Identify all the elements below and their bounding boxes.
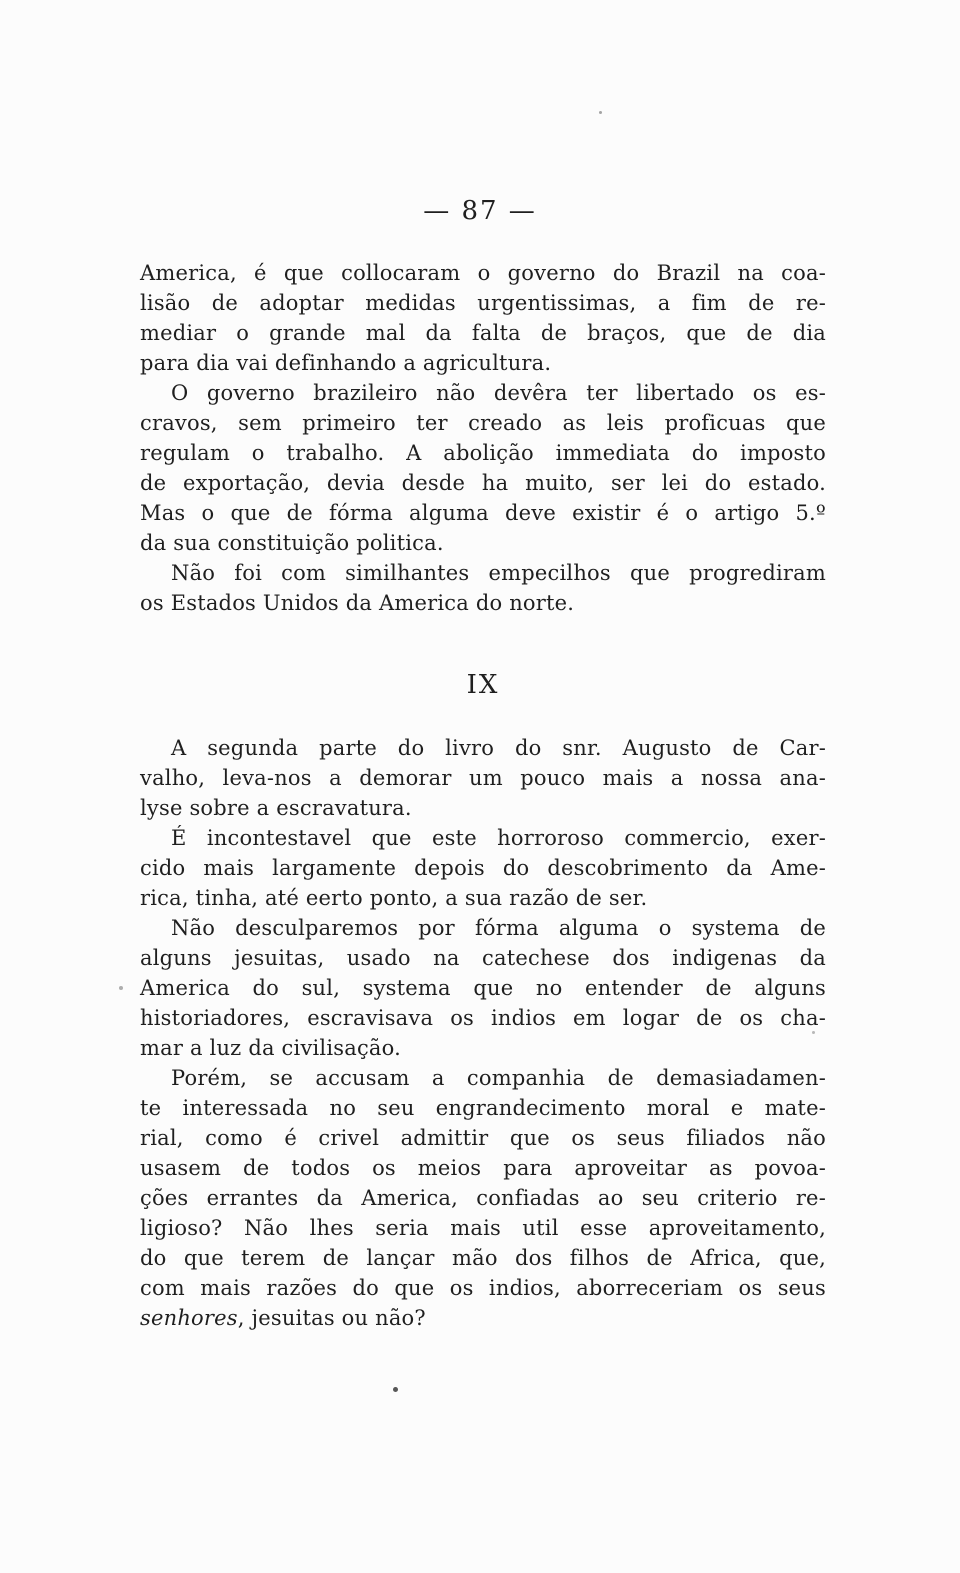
- text-segment: A segunda parte do livro do snr. Augusto de Car-: [171, 736, 826, 760]
- text-line: [140, 1273, 826, 1303]
- text-segment: Não desculparemos por fórma alguma o systema de: [171, 916, 826, 940]
- text-segment: cravos, sem primeiro ter creado as leis proficuas que: [140, 411, 826, 435]
- text-segment: mediar o grande mal da falta de braços, que de dia: [140, 321, 826, 345]
- text-segment: , jesuitas ou não?: [237, 1306, 426, 1330]
- paragraph: [140, 258, 826, 378]
- text-line: [140, 1063, 826, 1093]
- text-line: [140, 823, 826, 853]
- text-segment: rial, como é crivel admittir que os seus filiados não: [140, 1126, 826, 1150]
- text-line: [140, 558, 826, 588]
- text-line: [140, 1243, 826, 1273]
- text-segment: Mas o que de fórma alguma deve existir é o artigo 5.º: [140, 501, 826, 525]
- page-number: — 87 —: [423, 196, 537, 226]
- text-line: [140, 318, 826, 348]
- text-segment: Porém, se accusam a companhia de demasiadamen-: [171, 1066, 826, 1090]
- text-line: [140, 763, 826, 793]
- text-segment: alguns jesuitas, usado na catechese dos indigenas da: [140, 946, 826, 970]
- text-line: [140, 1123, 826, 1153]
- text-line: [140, 1213, 826, 1243]
- text-line: [140, 733, 826, 763]
- text-line: [140, 528, 826, 558]
- text-line: [140, 1003, 826, 1033]
- text-line: [140, 288, 826, 318]
- paragraph: [140, 558, 826, 618]
- text-segment: America, é que collocaram o governo do Brazil na coa-: [140, 261, 826, 285]
- text-segment: ligioso? Não lhes seria mais util esse aproveitamento,: [140, 1216, 826, 1240]
- scan-speck: [599, 111, 602, 114]
- scan-speck: [393, 1387, 398, 1392]
- text-line: [140, 913, 826, 943]
- text-line: [140, 973, 826, 1003]
- text-line: [140, 408, 826, 438]
- text-line: [140, 378, 826, 408]
- text-segment: do que terem de lançar mão dos filhos de Africa, que,: [140, 1246, 826, 1270]
- text-segment: lyse sobre a escravatura.: [140, 796, 412, 820]
- text-line: [140, 258, 826, 288]
- text-segment: de exportação, devia desde ha muito, ser lei do estado.: [140, 471, 826, 495]
- text-line: [140, 1303, 826, 1333]
- text-segment: America do sul, systema que no entender de alguns: [140, 976, 826, 1000]
- text-segment: mar a luz da civilisação.: [140, 1036, 401, 1060]
- text-segment: te interessada no seu engrandecimento moral e mate-: [140, 1096, 826, 1120]
- paragraph: [140, 913, 826, 1063]
- scan-speck: [812, 1031, 815, 1034]
- paragraph: [140, 378, 826, 558]
- text-line: [140, 1153, 826, 1183]
- text-segment: para dia vai definhando a agricultura.: [140, 351, 552, 375]
- paragraph: [140, 1063, 826, 1333]
- text-line: [140, 853, 826, 883]
- text-segment: ções errantes da America, confiadas ao seu criterio re-: [140, 1186, 826, 1210]
- text-line: [140, 438, 826, 468]
- text-segment: É incontestavel que este horroroso commercio, exer-: [171, 826, 826, 850]
- text-line: [140, 498, 826, 528]
- section-heading: IX: [466, 670, 500, 700]
- text-segment: Não foi com similhantes empecilhos que progrediram: [171, 561, 826, 585]
- text-segment: os Estados Unidos da America do norte.: [140, 591, 575, 615]
- text-segment: O governo brazileiro não devêra ter libertado os es-: [171, 381, 826, 405]
- text-segment: historiadores, escravisava os indios em logar de os cha-: [140, 1006, 826, 1030]
- text-segment: regulam o trabalho. A abolição immediata do imposto: [140, 441, 826, 465]
- italic-text: senhores: [140, 1306, 238, 1330]
- text-line: [140, 1093, 826, 1123]
- text-line: [140, 468, 826, 498]
- text-segment: usasem de todos os meios para aproveitar as povoa-: [140, 1156, 826, 1180]
- text-line: [140, 793, 826, 823]
- text-line: [140, 1033, 826, 1063]
- text-segment: rica, tinha, até eerto ponto, a sua razão de ser.: [140, 886, 648, 910]
- text-line: [140, 883, 826, 913]
- paragraph: [140, 823, 826, 913]
- text-line: [140, 1183, 826, 1213]
- text-line: [140, 348, 826, 378]
- text-line: [140, 943, 826, 973]
- text-segment: com mais razões do que os indios, aborreceriam os seus: [140, 1276, 826, 1300]
- scan-speck: [119, 986, 123, 990]
- paragraph: [140, 733, 826, 823]
- text-segment: lisão de adoptar medidas urgentissimas, a fim de re-: [140, 291, 826, 315]
- text-line: [140, 588, 826, 618]
- text-segment: valho, leva-nos a demorar um pouco mais a nossa ana-: [140, 766, 826, 790]
- text-segment: cido mais largamente depois do descobrimento da Ame-: [140, 856, 826, 880]
- text-segment: da sua constituição politica.: [140, 531, 444, 555]
- text-block: [140, 258, 826, 1333]
